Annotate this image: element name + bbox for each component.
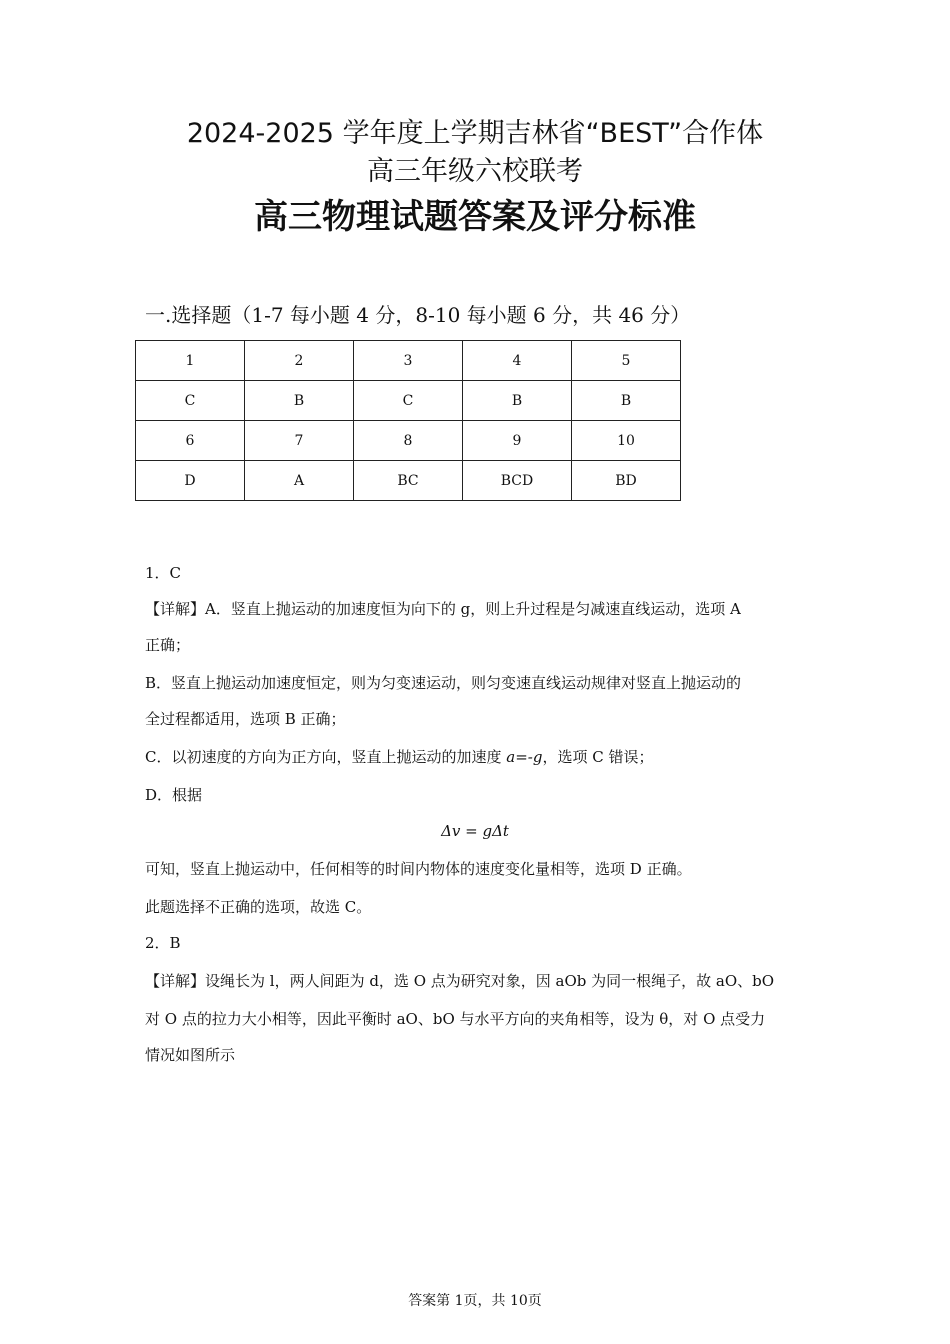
table-cell: 9 — [463, 421, 572, 461]
table-cell: C — [136, 381, 245, 421]
document-title-line2: 高三年级六校联考 — [367, 156, 583, 187]
q1-detail-a-line1: 【详解】A．竖直上抛运动的加速度恒为向下的 g，则上升过程是匀减速直线运动，选项 A — [145, 600, 741, 618]
q2-detail-line3: 情况如图所示 — [145, 1046, 236, 1064]
q1-conclusion-line1: 可知，竖直上抛运动中，任何相等的时间内物体的速度变化量相等，选项 D 正确。 — [145, 860, 692, 878]
q1-detail-a-line2: 正确； — [145, 636, 191, 654]
table-cell: BC — [354, 461, 463, 501]
answer-table — [135, 340, 681, 501]
q1-detail-c-pre: C．以初速度的方向为正方向，竖直上抛运动的加速度 — [145, 748, 507, 766]
section-heading-choice: 一.选择题（1-7 每小题 4 分，8-10 每小题 6 分，共 46 分） — [145, 303, 691, 327]
table-cell: 8 — [354, 421, 463, 461]
table-cell: 7 — [245, 421, 354, 461]
q1-detail-b-line1: B．竖直上抛运动加速度恒定，则为匀变速运动，则匀变速直线运动规律对竖直上抛运动的 — [145, 674, 742, 692]
q1-conclusion-line2: 此题选择不正确的选项，故选 C。 — [145, 898, 372, 916]
q1-formula: Δv = gΔt — [441, 822, 509, 840]
table-row — [136, 341, 681, 381]
document-main-title: 高三物理试题答案及评分标准 — [254, 197, 696, 237]
table-cell: B — [572, 381, 681, 421]
table-row — [136, 421, 681, 461]
table-cell: 10 — [572, 421, 681, 461]
table-cell: 1 — [136, 341, 245, 381]
q1-detail-b-line2: 全过程都适用，选项 B 正确； — [145, 710, 346, 728]
table-cell: C — [354, 381, 463, 421]
q2-detail-line1: 【详解】设绳长为 l，两人间距为 d，选 O 点为研究对象，因 aOb 为同一根绳子，故 aO、bO — [145, 972, 775, 990]
table-cell: 6 — [136, 421, 245, 461]
q1-detail-d: D．根据 — [145, 786, 203, 804]
q1-number: 1．C — [145, 564, 182, 582]
table-cell: A — [245, 461, 354, 501]
q1-detail-c-post: ，选项 C 错误； — [542, 748, 654, 766]
table-cell: D — [136, 461, 245, 501]
table-cell: BD — [572, 461, 681, 501]
table-cell: 2 — [245, 341, 354, 381]
table-cell: 3 — [354, 341, 463, 381]
q1-detail-c — [145, 746, 815, 768]
q2-number: 2．B — [145, 934, 181, 952]
table-cell: B — [463, 381, 572, 421]
page-footer: 答案第 1页，共 10页 — [408, 1293, 542, 1309]
q2-detail-line2: 对 O 点的拉力大小相等，因此平衡时 aO、bO 与水平方向的夹角相等，设为 θ，对 O 点受力 — [145, 1010, 766, 1028]
table-row — [136, 381, 681, 421]
document-title-line1: 2024-2025 学年度上学期吉林省“BEST”合作体 — [186, 118, 764, 149]
table-row — [136, 461, 681, 501]
q1-detail-c-equation: a=-g — [506, 748, 543, 766]
table-cell: 5 — [572, 341, 681, 381]
table-cell: 4 — [463, 341, 572, 381]
table-cell: B — [245, 381, 354, 421]
table-cell: BCD — [463, 461, 572, 501]
